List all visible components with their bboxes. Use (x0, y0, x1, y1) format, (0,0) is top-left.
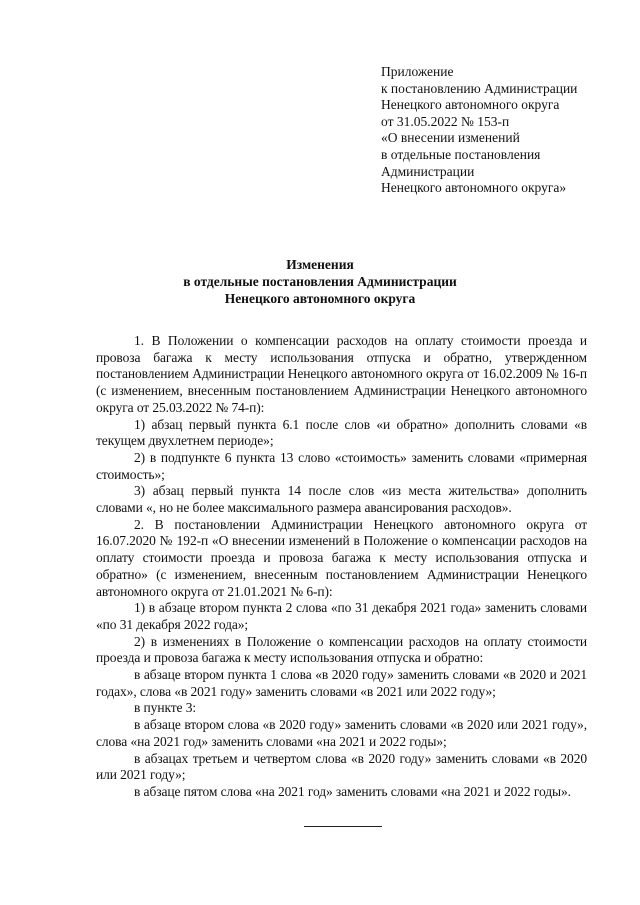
heading-line: Ненецкого автономного округа (224, 290, 416, 306)
body-paragraph: в пункте 3: (134, 700, 196, 716)
appendix-line: Приложение (381, 64, 454, 79)
appendix-line: от 31.05.2022 № 153-п (381, 113, 510, 129)
heading-line: Изменения (286, 257, 354, 272)
appendix-line: «О внесении изменений (381, 130, 520, 146)
appendix-line: к постановлению Администрации (381, 80, 578, 96)
body-paragraph: 1) абзац первый пункта 6.1 после слов «и обратно» дополнить словами «в текущем двухлетнем периоде»; (96, 416, 587, 449)
body-paragraph: 3) абзац первый пункта 14 после слов «из места жительства» дополнить словами «, но не более максимального размера авансирования расходов». (96, 483, 587, 516)
body-paragraph: 2) в изменениях в Положение о компенсации расходов на оплату стоимости проезда и провоза багажа к месту использования отпуска и обратно: (96, 633, 587, 666)
body-paragraph: в абзаце втором слова «в 2020 году» заменить словами «в 2020 или 2021 году», слова «на 2021 год» заменить словами «на 2021 и 2022 годы»; (96, 717, 587, 749)
body-paragraph: 1. В Положении о компенсации расходов на оплату стоимости проезда и провоза багажа к месту использования отпуска и обратно, утвержденном постановлением Администрации Ненецкого автономного округа от 16.02.2009 № 16-п (с изменением, внесенным постановлением Администрации Ненецкого автономного округа от 25.03.2022 № 74-п): (96, 333, 587, 415)
body-paragraph: 1) в абзаце втором пункта 2 слова «по 31 декабря 2021 года» заменить словами «по 31 декабря 2022 года»; (96, 600, 587, 632)
appendix-block (381, 64, 577, 197)
document-body (96, 333, 587, 801)
body-paragraph: в абзацах третьем и четвертом слова «в 2020 году» заменить словами «в 2020 или 2021 году»; (96, 750, 587, 783)
body-paragraph: 2) в подпункте 6 пункта 13 слово «стоимость» заменить словами «примерная стоимость»; (96, 449, 587, 482)
appendix-line: в отдельные постановления (381, 146, 541, 162)
closing-divider-line (304, 826, 382, 827)
body-paragraph: в абзаце втором пункта 1 слова «в 2020 году» заменить словами «в 2020 и 2021 годах», слова «в 2021 году» заменить словами «в 2021 или 2022 году»; (96, 667, 587, 699)
heading-line: в отдельные постановления Администрации (183, 273, 457, 289)
appendix-line: Ненецкого автономного округа (381, 97, 560, 113)
appendix-line: Администрации (381, 163, 475, 179)
body-paragraph: 2. В постановлении Администрации Ненецкого автономного округа от 16.07.2020 № 192-п «О внесении изменений в Положение о компенсации расходов на оплату стоимости проезда и провоза багажа к месту использования отпуска и обратно» (с изменением, внесенным постановлением Администрации Ненецкого автономного округа от 21.01.2021 № 6-п): (96, 516, 587, 599)
body-paragraph: в абзаце пятом слова «на 2021 год» заменить словами «на 2021 и 2022 годы». (134, 783, 571, 799)
appendix-line: Ненецкого автономного округа» (381, 180, 567, 196)
document-heading (0, 257, 640, 307)
